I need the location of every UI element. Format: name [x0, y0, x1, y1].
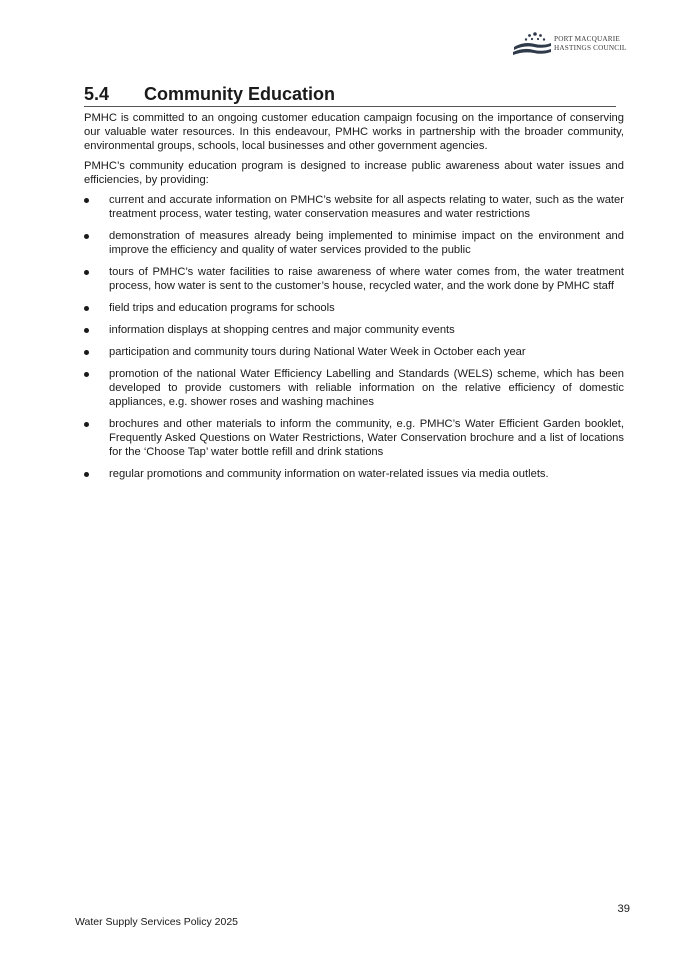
bullet-icon [84, 472, 89, 477]
list-item [84, 229, 624, 257]
list-item-text: promotion of the national Water Efficiency Labelling and Standards (WELS) scheme, which has been developed to provide customers with reliable information on the relative efficiency of domestic appliances, e.g. shower roses and washing machines [109, 368, 624, 408]
list-item-text: field trips and education programs for schools [109, 302, 335, 314]
council-logo [512, 30, 630, 60]
bullet-icon [84, 328, 89, 333]
list-item [84, 467, 624, 481]
list-item-text: brochures and other materials to inform the community, e.g. PMHC’s Water Efficient Garden booklet, Frequently Asked Questions on Water Restrictions, Water Conservation brochure and a list of locations for the ‘Choose Tap’ water bottle refill and drink stations [109, 418, 624, 458]
section-number: 5.4 [84, 84, 110, 104]
list-item [84, 323, 624, 337]
list-item-text: information displays at shopping centres and major community events [109, 324, 455, 336]
bullet-icon [84, 306, 89, 311]
list-item [84, 193, 624, 221]
program-paragraph: PMHC’s community education program is designed to increase public awareness about water issues and efficiencies, by providing: [84, 160, 624, 186]
section-body [84, 111, 624, 489]
bullet-icon [84, 198, 89, 203]
intro-paragraph: PMHC is committed to an ongoing customer education campaign focusing on the importance of conserving our valuable water resources. In this endeavour, PMHC works in partnership with the broader community, environmental groups, schools, local businesses and other government agencies. [84, 112, 624, 152]
bullet-icon [84, 270, 89, 275]
list-item [84, 367, 624, 409]
logo-text-line2: HASTINGS COUNCIL [554, 44, 627, 52]
list-item-text: regular promotions and community information on water-related issues via media outlets. [109, 468, 549, 480]
council-emblem-icon [512, 30, 552, 58]
logo-text-line1: PORT MACQUARIE [554, 35, 620, 43]
footer-document-title: Water Supply Services Policy 2025 [75, 916, 239, 928]
section-heading [84, 84, 616, 107]
list-item [84, 301, 624, 315]
list-item [84, 265, 624, 293]
list-item-text: participation and community tours during National Water Week in October each year [109, 346, 526, 358]
bullet-icon [84, 422, 89, 427]
list-item [84, 417, 624, 459]
page-number: 39 [617, 903, 630, 915]
list-item [84, 345, 624, 359]
list-item-text: current and accurate information on PMHC’s website for all aspects relating to water, such as the water treatment process, water testing, water conservation measures and water restrictions [109, 194, 624, 220]
program-list [84, 193, 624, 481]
bullet-icon [84, 372, 89, 377]
bullet-icon [84, 350, 89, 355]
list-item-text: tours of PMHC’s water facilities to raise awareness of where water comes from, the water treatment process, how water is sent to the customer’s house, recycled water, and the work done by PMHC staff [109, 266, 624, 292]
list-item-text: demonstration of measures already being implemented to minimise impact on the environment and improve the efficiency and quality of water services provided to the public [109, 230, 624, 256]
section-title: Community Education [144, 84, 336, 104]
bullet-icon [84, 234, 89, 239]
